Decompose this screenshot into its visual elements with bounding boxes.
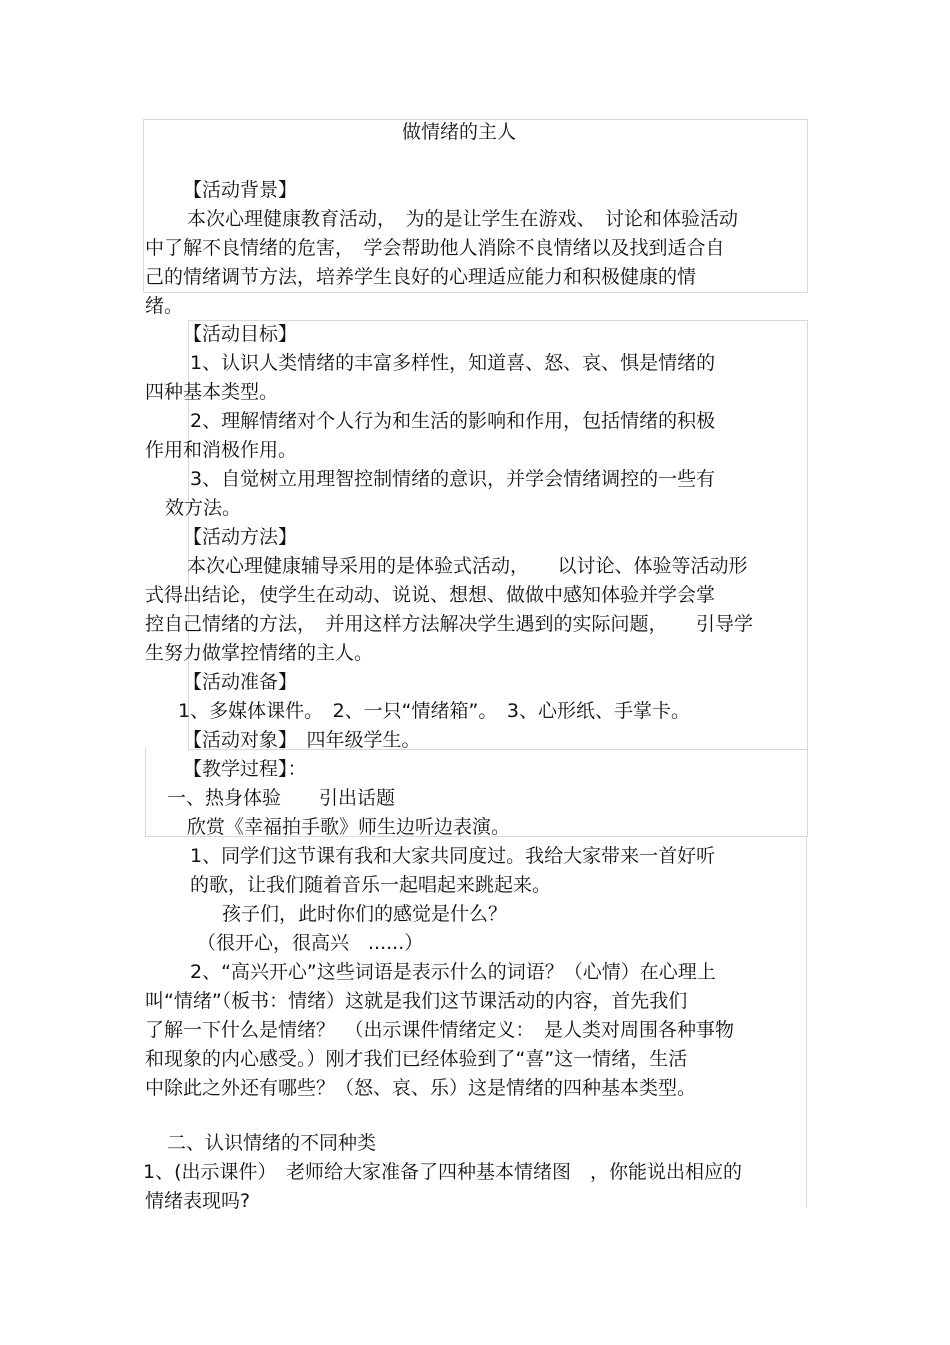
paragraph-line: 本次心理健康教育活动， 为的是让学生在游戏、 讨论和体验活动 [187,208,739,230]
paragraph-line: 生努力做掌控情绪的主人。 [145,642,374,664]
list-item-line: 四种基本类型。 [145,381,279,403]
list-item-line: 效方法。 [165,497,242,519]
heading-goals: 【活动目标】 [183,323,298,345]
paragraph-line: 叫“情绪”（板书：情绪）这就是我们这节课活动的内容，首先我们 [145,990,688,1012]
paragraph-line: 式得出结论，使学生在动动、说说、想想、做做中感知体验并学会掌 [145,584,716,606]
heading-background: 【活动背景】 [183,179,298,201]
paragraph-line: 情绪表现吗? [145,1190,251,1212]
paragraph-line: 1、同学们这节课有我和大家共同度过。我给大家带来一首好听 [190,845,716,867]
paragraph-line: 己的情绪调节方法，培养学生良好的心理适应能力和积极健康的情 [145,266,697,288]
heading-preparation: 【活动准备】 [183,671,298,693]
paragraph-line: 绪。 [145,295,184,317]
paragraph-line: 欣赏《幸福拍手歌》师生边听边表演。 [187,816,511,838]
paragraph-line: 1、多媒体课件。 2、一只“情绪箱”。 3、心形纸、手掌卡。 [178,700,690,722]
list-item-line: 1、认识人类情绪的丰富多样性，知道喜、怒、哀、惧是情绪的 [190,352,716,374]
section-heading-2: 二、认识情绪的不同种类 [167,1132,377,1154]
paragraph-line: 中除此之外还有哪些？（怒、哀、乐）这是情绪的四种基本类型。 [145,1077,697,1099]
list-item-line: 3、自觉树立用理智控制情绪的意识，并学会情绪调控的一些有 [190,468,716,490]
paragraph-line: 和现象的内心感受。）刚才我们已经体验到了“喜”这一情绪，生活 [145,1048,688,1070]
list-item-line: 2、理解情绪对个人行为和生活的影响和作用，包括情绪的积极 [190,410,716,432]
paragraph-line: 孩子们，此时你们的感觉是什么？ [222,903,508,925]
heading-audience: 【活动对象】 四年级学生。 [183,729,421,751]
paragraph-line: 1、(出示课件） 老师给大家准备了四种基本情绪图 ，你能说出相应的 [143,1161,743,1183]
heading-process: 【教学过程】： [183,758,307,780]
paragraph-line: 本次心理健康辅导采用的是体验式活动， 以讨论、体验等活动形 [187,555,748,577]
heading-method: 【活动方法】 [183,526,298,548]
paragraph-line: （很开心，很高兴 ......） [197,932,424,954]
paragraph-line: 控自己情绪的方法， 并用这样方法解决学生遇到的实际问题， 引导学 [145,613,754,635]
document-title: 做情绪的主人 [402,121,517,143]
paragraph-line: 中了解不良情绪的危害， 学会帮助他人消除不良情绪以及找到适合自 [145,237,725,259]
paragraph-line: 了解一下什么是情绪？ （出示课件情绪定义： 是人类对周围各种事物 [145,1019,735,1041]
paragraph-line: 的歌，让我们随着音乐一起唱起来跳起来。 [190,874,552,896]
list-item-line: 作用和消极作用。 [145,439,298,461]
section-heading-1: 一、热身体验 引出话题 [167,787,396,809]
paragraph-line: 2、“高兴开心”这些词语是表示什么的词语？（心情）在心理上 [190,961,716,983]
